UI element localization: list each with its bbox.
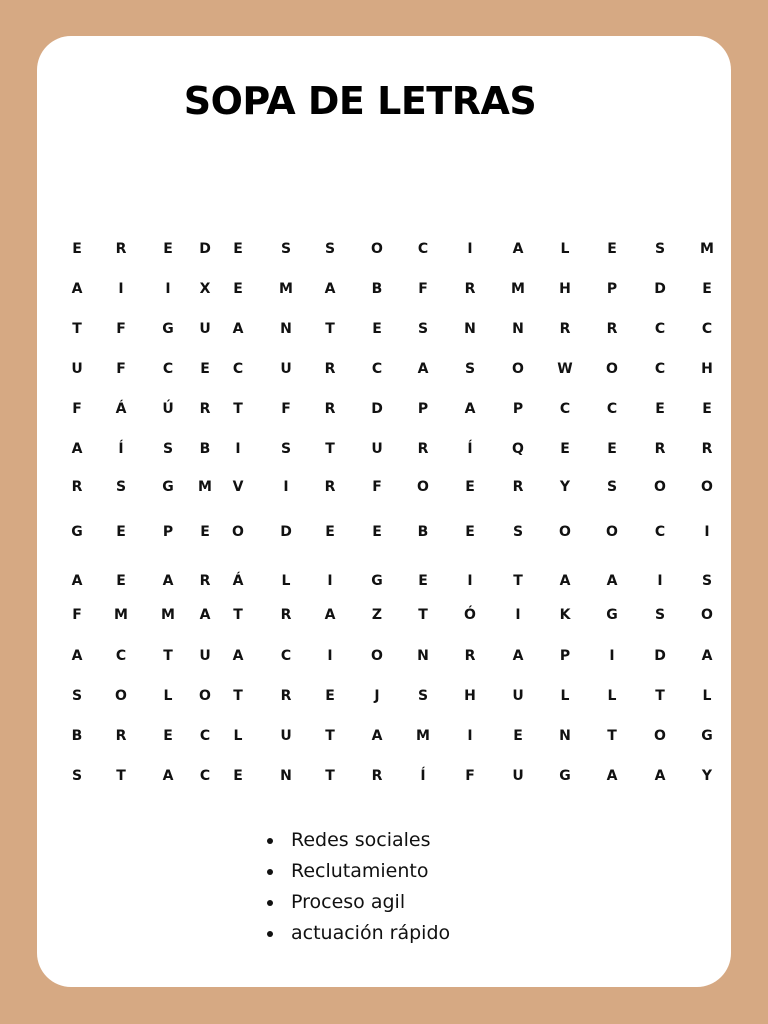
grid-letter[interactable]: F xyxy=(465,768,475,784)
grid-letter[interactable]: R xyxy=(115,728,127,744)
grid-letter[interactable]: C xyxy=(606,401,618,417)
grid-letter[interactable]: A xyxy=(232,648,244,664)
grid-letter[interactable]: Q xyxy=(512,441,524,457)
grid-letter[interactable]: S xyxy=(324,241,336,257)
grid-letter[interactable]: G xyxy=(606,607,618,623)
grid-letter[interactable]: G xyxy=(162,479,174,495)
grid-letter[interactable]: I xyxy=(657,573,663,589)
grid-letter[interactable]: E xyxy=(372,524,382,540)
grid-letter[interactable]: A xyxy=(417,361,429,377)
grid-letter[interactable]: E xyxy=(607,441,617,457)
grid-letter[interactable]: F xyxy=(116,361,126,377)
word-label: Redes sociales xyxy=(291,829,431,851)
grid-letter[interactable]: N xyxy=(559,728,571,744)
grid-letter[interactable]: C xyxy=(654,524,666,540)
grid-letter[interactable]: E xyxy=(200,524,210,540)
grid-letter[interactable]: D xyxy=(280,524,292,540)
grid-letter[interactable]: S xyxy=(464,361,476,377)
grid-letter[interactable]: A xyxy=(701,648,713,664)
grid-letter[interactable]: M xyxy=(700,241,714,257)
grid-letter[interactable]: S xyxy=(654,607,666,623)
word-label: actuación rápido xyxy=(291,922,451,944)
grid-letter[interactable]: H xyxy=(559,281,571,297)
grid-letter[interactable]: P xyxy=(512,401,524,417)
grid-letter[interactable]: O xyxy=(654,728,666,744)
grid-letter[interactable]: O xyxy=(232,524,244,540)
word-label: Reclutamiento xyxy=(291,860,429,882)
grid-letter[interactable]: F xyxy=(418,281,428,297)
grid-letter[interactable]: T xyxy=(325,441,335,457)
grid-letter[interactable]: P xyxy=(162,524,174,540)
grid-letter[interactable]: G xyxy=(71,524,83,540)
grid-letter[interactable]: L xyxy=(233,728,243,744)
grid-letter[interactable]: U xyxy=(371,441,383,457)
grid-letter[interactable]: D xyxy=(654,648,666,664)
grid-letter[interactable]: C xyxy=(371,361,383,377)
word-list-item xyxy=(262,888,450,919)
grid-letter[interactable]: Y xyxy=(559,479,571,495)
grid-letter[interactable]: R xyxy=(71,479,83,495)
grid-letter[interactable]: A xyxy=(162,573,174,589)
grid-letter[interactable]: I xyxy=(609,648,615,664)
grid-letter[interactable]: Á xyxy=(115,401,127,417)
grid-letter[interactable]: A xyxy=(232,321,244,337)
grid-letter[interactable]: N xyxy=(417,648,429,664)
grid-letter[interactable]: I xyxy=(515,607,521,623)
grid-letter[interactable]: G xyxy=(162,321,174,337)
grid-letter[interactable]: T xyxy=(325,728,335,744)
grid-letter[interactable]: B xyxy=(371,281,383,297)
grid-letter[interactable]: T xyxy=(607,728,617,744)
grid-letter[interactable]: Í xyxy=(467,441,473,457)
grid-letter[interactable]: F xyxy=(281,401,291,417)
grid-letter[interactable]: E xyxy=(200,361,210,377)
grid-letter[interactable]: F xyxy=(372,479,382,495)
grid-letter[interactable]: N xyxy=(280,321,292,337)
grid-letter[interactable]: E xyxy=(513,728,523,744)
word-list-item xyxy=(262,919,450,950)
grid-letter[interactable]: S xyxy=(701,573,713,589)
grid-letter[interactable]: R xyxy=(417,441,429,457)
grid-letter[interactable]: O xyxy=(417,479,429,495)
word-list-item xyxy=(262,857,450,888)
grid-letter[interactable]: W xyxy=(557,361,573,377)
grid-letter[interactable]: I xyxy=(327,573,333,589)
grid-letter[interactable]: E xyxy=(465,524,475,540)
grid-letter[interactable]: T xyxy=(233,688,243,704)
grid-letter[interactable]: S xyxy=(115,479,127,495)
grid-letter[interactable]: R xyxy=(280,607,292,623)
grid-letter[interactable]: B xyxy=(71,728,83,744)
grid-letter[interactable]: C xyxy=(199,768,211,784)
grid-letter[interactable]: I xyxy=(467,241,473,257)
grid-letter[interactable]: C xyxy=(115,648,127,664)
grid-letter[interactable]: O xyxy=(654,479,666,495)
grid-letter[interactable]: R xyxy=(324,479,336,495)
grid-letter[interactable]: O xyxy=(701,607,713,623)
grid-letter[interactable]: R xyxy=(199,573,211,589)
grid-letter[interactable]: N xyxy=(464,321,476,337)
grid-letter[interactable]: C xyxy=(701,321,713,337)
grid-letter[interactable]: H xyxy=(464,688,476,704)
grid-letter[interactable]: L xyxy=(163,688,173,704)
grid-letter[interactable]: C xyxy=(559,401,571,417)
grid-letter[interactable]: M xyxy=(279,281,293,297)
grid-letter[interactable]: R xyxy=(464,648,476,664)
grid-letter[interactable]: G xyxy=(701,728,713,744)
grid-letter[interactable]: A xyxy=(606,768,618,784)
grid-letter[interactable]: I xyxy=(467,728,473,744)
grid-letter[interactable]: X xyxy=(199,281,211,297)
grid-letter[interactable]: R xyxy=(701,441,713,457)
grid-letter[interactable]: E xyxy=(560,441,570,457)
grid-letter[interactable]: L xyxy=(702,688,712,704)
grid-letter[interactable]: A xyxy=(606,573,618,589)
grid-letter[interactable]: I xyxy=(235,441,241,457)
grid-letter[interactable]: I xyxy=(283,479,289,495)
grid-letter[interactable]: R xyxy=(199,401,211,417)
bullet-icon xyxy=(267,838,273,844)
grid-letter[interactable]: M xyxy=(114,607,128,623)
grid-letter[interactable]: K xyxy=(559,607,571,623)
grid-letter[interactable]: O xyxy=(371,241,383,257)
grid-letter[interactable]: A xyxy=(371,728,383,744)
grid-letter[interactable]: G xyxy=(371,573,383,589)
grid-letter[interactable]: T xyxy=(655,688,665,704)
grid-letter[interactable]: T xyxy=(163,648,173,664)
grid-letter[interactable]: D xyxy=(654,281,666,297)
grid-letter[interactable]: T xyxy=(325,768,335,784)
grid-letter[interactable]: E xyxy=(163,728,173,744)
grid-letter[interactable]: E xyxy=(607,241,617,257)
grid-letter[interactable]: P xyxy=(417,401,429,417)
grid-letter[interactable]: A xyxy=(512,648,524,664)
grid-letter[interactable]: J xyxy=(374,688,380,704)
grid-letter[interactable]: R xyxy=(324,401,336,417)
grid-letter[interactable]: E xyxy=(233,768,243,784)
grid-letter[interactable]: E xyxy=(655,401,665,417)
grid-letter[interactable]: R xyxy=(115,241,127,257)
grid-letter[interactable]: L xyxy=(607,688,617,704)
grid-letter[interactable]: R xyxy=(512,479,524,495)
grid-letter[interactable]: P xyxy=(606,281,618,297)
grid-letter[interactable]: E xyxy=(233,281,243,297)
grid-letter[interactable]: S xyxy=(512,524,524,540)
grid-letter[interactable]: B xyxy=(199,441,211,457)
grid-letter[interactable]: O xyxy=(606,524,618,540)
grid-letter[interactable]: Y xyxy=(701,768,713,784)
grid-letter[interactable]: R xyxy=(324,361,336,377)
word-list-item xyxy=(262,826,450,857)
grid-letter[interactable]: C xyxy=(654,361,666,377)
grid-letter[interactable]: A xyxy=(71,573,83,589)
grid-letter[interactable]: Z xyxy=(371,607,383,623)
grid-letter[interactable]: D xyxy=(199,241,211,257)
grid-letter[interactable]: Í xyxy=(118,441,124,457)
grid-letter[interactable]: E xyxy=(465,479,475,495)
grid-letter[interactable]: Á xyxy=(232,573,244,589)
grid-letter[interactable]: C xyxy=(199,728,211,744)
grid-letter[interactable]: F xyxy=(116,321,126,337)
grid-letter[interactable]: A xyxy=(71,281,83,297)
grid-letter[interactable]: A xyxy=(559,573,571,589)
grid-letter[interactable]: T xyxy=(116,768,126,784)
grid-letter[interactable]: F xyxy=(72,401,82,417)
grid-letter[interactable]: M xyxy=(511,281,525,297)
grid-letter[interactable]: U xyxy=(71,361,83,377)
grid-letter[interactable]: U xyxy=(199,648,211,664)
grid-letter[interactable]: U xyxy=(512,768,524,784)
grid-letter[interactable]: R xyxy=(280,688,292,704)
grid-letter[interactable]: A xyxy=(71,648,83,664)
grid-letter[interactable]: R xyxy=(371,768,383,784)
grid-letter[interactable]: O xyxy=(512,361,524,377)
grid-letter[interactable]: E xyxy=(325,524,335,540)
grid-letter[interactable]: E xyxy=(325,688,335,704)
grid-letter[interactable]: A xyxy=(464,401,476,417)
grid-letter[interactable]: U xyxy=(280,361,292,377)
grid-letter[interactable]: Í xyxy=(420,768,426,784)
grid-letter[interactable]: L xyxy=(560,241,570,257)
grid-letter[interactable]: R xyxy=(654,441,666,457)
grid-letter[interactable]: R xyxy=(559,321,571,337)
grid-letter[interactable]: E xyxy=(72,241,82,257)
grid-letter[interactable]: S xyxy=(280,241,292,257)
grid-letter[interactable]: B xyxy=(417,524,429,540)
grid-letter[interactable]: O xyxy=(371,648,383,664)
grid-letter[interactable]: S xyxy=(71,688,83,704)
grid-letter[interactable]: I xyxy=(467,573,473,589)
grid-letter[interactable]: E xyxy=(116,573,126,589)
grid-letter[interactable]: S xyxy=(606,479,618,495)
grid-letter[interactable]: T xyxy=(325,321,335,337)
grid-letter[interactable]: C xyxy=(232,361,244,377)
grid-letter[interactable]: A xyxy=(162,768,174,784)
grid-letter[interactable]: C xyxy=(654,321,666,337)
grid-letter[interactable]: A xyxy=(324,607,336,623)
bullet-icon xyxy=(267,900,273,906)
grid-letter[interactable]: R xyxy=(606,321,618,337)
grid-letter[interactable]: L xyxy=(560,688,570,704)
grid-letter[interactable]: A xyxy=(512,241,524,257)
grid-letter[interactable]: L xyxy=(281,573,291,589)
grid-letter[interactable]: N xyxy=(280,768,292,784)
grid-letter[interactable]: A xyxy=(199,607,211,623)
grid-letter[interactable]: I xyxy=(118,281,124,297)
grid-letter[interactable]: T xyxy=(418,607,428,623)
grid-letter[interactable]: S xyxy=(71,768,83,784)
grid-letter[interactable]: A xyxy=(324,281,336,297)
grid-letter[interactable]: C xyxy=(280,648,292,664)
grid-letter[interactable]: M xyxy=(416,728,430,744)
grid-letter[interactable]: U xyxy=(280,728,292,744)
grid-letter[interactable]: O xyxy=(199,688,211,704)
grid-letter[interactable]: I xyxy=(327,648,333,664)
grid-letter[interactable]: S xyxy=(162,441,174,457)
grid-letter[interactable]: O xyxy=(606,361,618,377)
grid-letter[interactable]: M xyxy=(161,607,175,623)
grid-letter[interactable]: V xyxy=(232,479,244,495)
grid-letter[interactable]: T xyxy=(72,321,82,337)
grid-letter[interactable]: U xyxy=(199,321,211,337)
grid-letter[interactable]: F xyxy=(72,607,82,623)
grid-letter[interactable]: O xyxy=(115,688,127,704)
page-title: SOPA DE LETRAS xyxy=(183,79,537,123)
bullet-icon xyxy=(267,869,273,875)
grid-letter[interactable]: G xyxy=(559,768,571,784)
grid-letter[interactable]: M xyxy=(198,479,212,495)
grid-letter[interactable]: D xyxy=(371,401,383,417)
word-list xyxy=(262,826,450,950)
grid-letter[interactable]: C xyxy=(417,241,429,257)
grid-letter[interactable]: U xyxy=(512,688,524,704)
grid-letter[interactable]: E xyxy=(702,281,712,297)
grid-letter[interactable]: T xyxy=(233,607,243,623)
grid-letter[interactable]: S xyxy=(654,241,666,257)
grid-letter[interactable]: S xyxy=(280,441,292,457)
grid-letter[interactable]: S xyxy=(417,321,429,337)
grid-letter[interactable]: I xyxy=(704,524,710,540)
grid-letter[interactable]: E xyxy=(418,573,428,589)
grid-letter[interactable]: N xyxy=(512,321,524,337)
bullet-icon xyxy=(267,931,273,937)
grid-letter[interactable]: T xyxy=(233,401,243,417)
grid-letter[interactable]: E xyxy=(233,241,243,257)
grid-letter[interactable]: O xyxy=(701,479,713,495)
grid-letter[interactable]: H xyxy=(701,361,713,377)
grid-letter[interactable]: E xyxy=(372,321,382,337)
grid-letter[interactable]: P xyxy=(559,648,571,664)
grid-letter[interactable]: E xyxy=(163,241,173,257)
grid-letter[interactable]: A xyxy=(71,441,83,457)
grid-letter[interactable]: E xyxy=(116,524,126,540)
grid-letter[interactable]: A xyxy=(654,768,666,784)
grid-letter[interactable]: O xyxy=(559,524,571,540)
grid-letter[interactable]: Ú xyxy=(162,401,174,417)
grid-letter[interactable]: C xyxy=(162,361,174,377)
grid-letter[interactable]: I xyxy=(165,281,171,297)
grid-letter[interactable]: S xyxy=(417,688,429,704)
word-label: Proceso agil xyxy=(291,891,406,913)
grid-letter[interactable]: T xyxy=(513,573,523,589)
grid-letter[interactable]: Ó xyxy=(464,607,476,623)
grid-letter[interactable]: R xyxy=(464,281,476,297)
grid-letter[interactable]: E xyxy=(702,401,712,417)
